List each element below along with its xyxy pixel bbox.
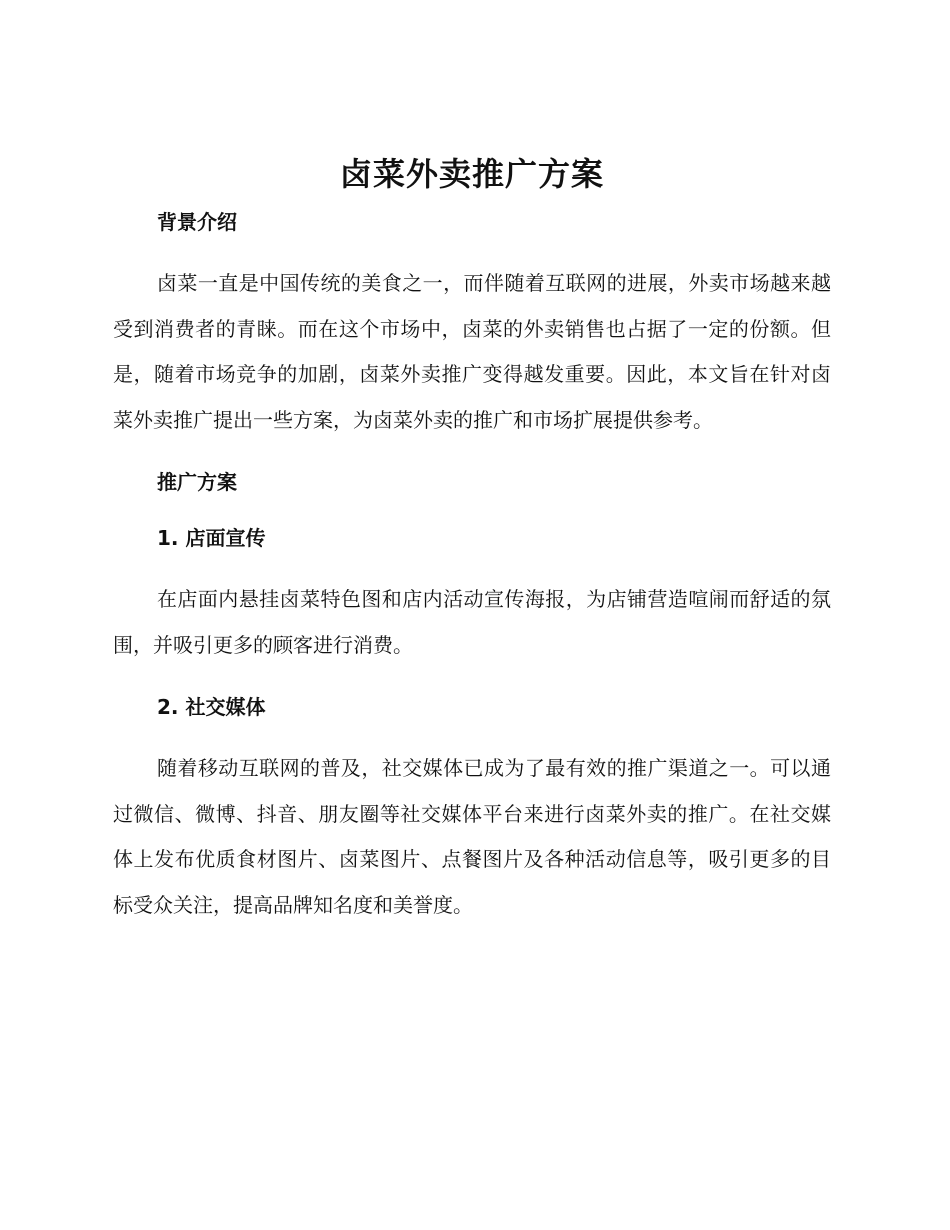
plan-heading: 推广方案 <box>157 470 237 494</box>
storefront-heading: 1. 店面宣传 <box>157 526 266 550</box>
storefront-paragraph: 在店面内悬挂卤菜特色图和店内活动宣传海报，为店铺营造喧闹而舒适的氛围，并吸引更多的顾客进行消费。 <box>113 587 831 657</box>
background-heading: 背景介绍 <box>157 210 237 234</box>
social-media-heading: 2. 社交媒体 <box>157 695 266 719</box>
social-media-paragraph: 随着移动互联网的普及，社交媒体已成为了最有效的推广渠道之一。可以通过微信、微博、抖音、朋友圈等社交媒体平台来进行卤菜外卖的推广。在社交媒体上发布优质食材图片、卤菜图片、点餐图片及各种活动信息等，吸引更多的目标受众关注，提高品牌知名度和美誉度。 <box>113 756 831 917</box>
background-paragraph: 卤菜一直是中国传统的美食之一，而伴随着互联网的进展，外卖市场越来越受到消费者的青睐。而在这个市场中，卤菜的外卖销售也占据了一定的份额。但是，随着市场竞争的加剧，卤菜外卖推广变得越发重要。因此，本文旨在针对卤菜外卖推广提出一些方案，为卤菜外卖的推广和市场扩展提供参考。 <box>113 271 831 432</box>
document-page <box>113 145 831 928</box>
document-title: 卤菜外卖推广方案 <box>339 155 604 193</box>
